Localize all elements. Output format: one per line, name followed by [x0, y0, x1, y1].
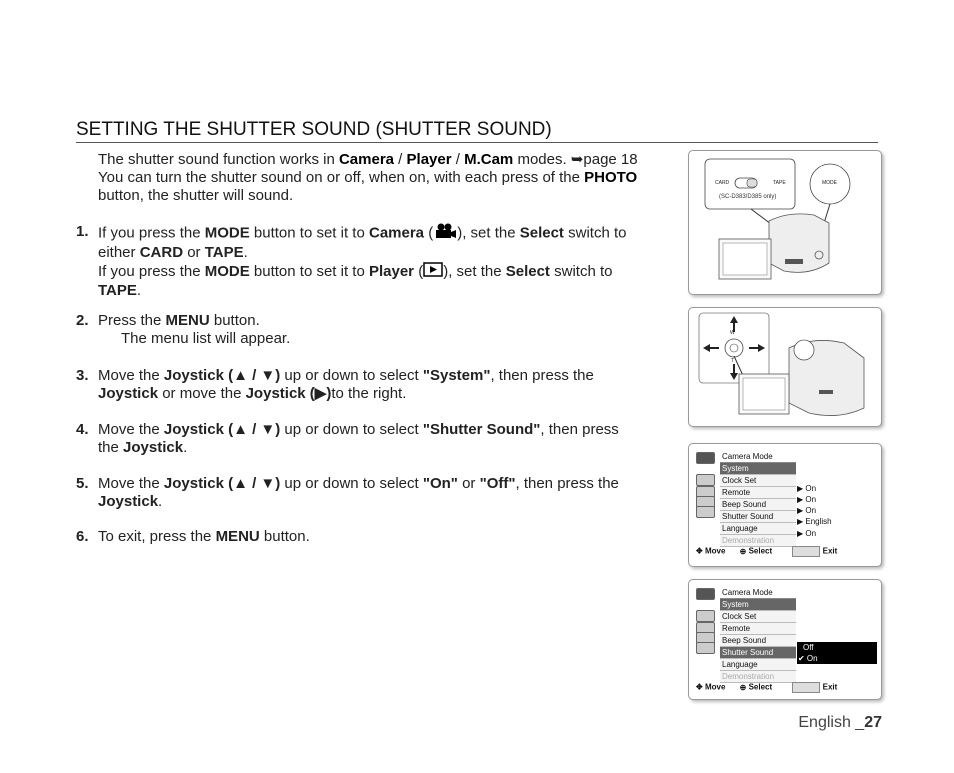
text: The menu list will appear. [121, 330, 291, 347]
move-icon: ✥ [696, 546, 705, 556]
option-off[interactable]: Off [797, 642, 877, 653]
settings-tab-icon [696, 506, 715, 518]
text: Move the [98, 367, 164, 384]
camera-tab-icon [696, 588, 715, 600]
off-label: "Off" [479, 475, 516, 492]
exit-label: Exit [822, 682, 838, 692]
menu-footer-1 [696, 546, 874, 557]
menu-item-remote[interactable]: Remote [720, 623, 796, 635]
text: ), set the [457, 224, 520, 242]
text: either [98, 244, 140, 261]
text: up or down to select [280, 421, 423, 438]
step-number: 4. [76, 421, 89, 438]
move-icon: ✥ [696, 682, 705, 692]
page-reference: ➥page 18 [570, 151, 638, 168]
page-num: 27 [864, 714, 882, 731]
player-mode-label: Player [406, 151, 452, 168]
text: button to set it to [249, 262, 369, 280]
text: , then press [540, 421, 619, 438]
menu-footer-2 [696, 682, 874, 693]
text: , then press the [515, 475, 619, 492]
player-mode-icon [423, 262, 443, 282]
system-label: "System" [422, 367, 491, 384]
joystick-label: Joystick (▲ / ▼) [163, 421, 281, 438]
intro-text: button, the shutter will sound. [98, 187, 294, 204]
camera-tab-icon [696, 452, 715, 464]
system-tab-icon [696, 610, 715, 622]
joystick-label: Joystick [98, 493, 159, 510]
step-number: 2. [76, 312, 89, 329]
slash: / [451, 151, 465, 168]
tape-switch-label: TAPE [773, 180, 786, 186]
select-label: Select [748, 682, 773, 692]
menu-item-shutter-sound[interactable]: Shutter Sound [720, 647, 796, 659]
language-value: ▶ English [797, 517, 832, 526]
menu-item-beep-sound[interactable]: Beep Sound [720, 635, 796, 647]
menu-list-1 [720, 451, 796, 547]
photo-button-label: PHOTO [584, 169, 638, 186]
menu-item-demonstration[interactable]: Demonstration [720, 535, 796, 547]
on-label: "On" [422, 475, 458, 492]
select-icon: ⊕ [739, 546, 749, 556]
text: up or down to select [280, 475, 423, 492]
text: Move the [98, 475, 164, 492]
menu-button-icon [792, 546, 820, 557]
exit-label: Exit [822, 546, 838, 556]
camcorder-switch-illustration [688, 150, 882, 295]
step-5-text [98, 475, 678, 511]
menu-item-language[interactable]: Language [720, 659, 796, 671]
step-4-text [98, 421, 678, 457]
menu-item-clock-set[interactable]: Clock Set [720, 475, 796, 487]
select-switch-label: Select [519, 224, 564, 242]
select-icon: ⊕ [739, 682, 749, 692]
intro-text: You can turn the shutter sound on or off, when on, with each press of the [98, 169, 585, 186]
zoom-w-label: W [730, 330, 735, 336]
text: switch to [549, 262, 613, 280]
text: up or down to select [280, 367, 423, 384]
menu-item-system[interactable]: System [720, 463, 796, 475]
text: or move the [158, 385, 246, 402]
settings-tab-icon [696, 642, 715, 654]
menu-item-system[interactable]: System [720, 599, 796, 611]
text: button. [259, 528, 310, 545]
menu-item-demonstration[interactable]: Demonstration [720, 671, 796, 683]
joystick-label: Joystick (▲ / ▼) [163, 367, 281, 384]
menu-item-shutter-sound[interactable]: Shutter Sound [720, 511, 796, 523]
text: button to set it to [249, 224, 369, 242]
option-on[interactable]: ✔ On [797, 653, 877, 664]
intro-paragraph [98, 151, 688, 205]
tape-label: TAPE [204, 244, 244, 261]
text: If you press the [98, 262, 205, 280]
joystick-label: Joystick [98, 385, 159, 402]
select-label: Select [748, 546, 773, 556]
text: To exit, press the [98, 528, 216, 545]
text: Move the [98, 421, 164, 438]
menu-item-clock-set[interactable]: Clock Set [720, 611, 796, 623]
zoom-t-label: T [731, 358, 735, 364]
step-number: 1. [76, 223, 89, 240]
text: the [98, 439, 124, 456]
text: If you press the [98, 224, 205, 242]
model-note: (SC-D383/D385 only) [719, 194, 777, 200]
text: , then press the [490, 367, 594, 384]
step-2-text [98, 312, 678, 348]
text: Press the [98, 312, 166, 329]
text: . [183, 439, 188, 456]
step-1-text [98, 223, 678, 300]
text: . [136, 282, 142, 299]
menu-button-label: MENU [215, 528, 260, 545]
mcam-mode-label: M.Cam [464, 151, 514, 168]
shutter-sound-value: ▶ On [797, 506, 817, 515]
menu-item-remote[interactable]: Remote [720, 487, 796, 499]
text: ( [424, 224, 434, 242]
menu-header: Camera Mode [720, 451, 796, 463]
camcorder-illustration [689, 151, 881, 294]
page-number [798, 714, 882, 732]
text: switch to [563, 224, 627, 242]
remote-value: ▶ On [797, 484, 817, 493]
beep-sound-value: ▶ On [797, 495, 817, 504]
camera-label: Camera [368, 224, 425, 242]
joystick-label: Joystick (▶) [245, 385, 332, 402]
text: ( [414, 262, 424, 280]
joystick-label: Joystick [123, 439, 184, 456]
camera-mode-label: Camera [338, 151, 395, 168]
tape-label: TAPE [98, 282, 137, 299]
demonstration-value: ▶ On [797, 529, 817, 538]
text: or [183, 244, 205, 261]
text: or [457, 475, 480, 492]
select-switch-label: Select [505, 262, 550, 280]
step-number: 3. [76, 367, 89, 384]
step-number: 6. [76, 528, 89, 545]
section-title: SETTING THE SHUTTER SOUND (SHUTTER SOUND) [76, 118, 878, 143]
player-label: Player [368, 262, 415, 280]
step-6-text [98, 528, 678, 546]
joystick-illustration [688, 307, 882, 427]
move-label: Move [704, 546, 726, 556]
step-3-text [98, 367, 678, 403]
intro-text: modes. [513, 151, 571, 168]
menu-list-2 [720, 587, 796, 683]
move-label: Move [704, 682, 726, 692]
shutter-sound-label: "Shutter Sound" [422, 421, 541, 438]
mode-button-label: MODE [822, 180, 837, 186]
mode-button-label: MODE [204, 224, 250, 242]
text: button. [209, 312, 260, 329]
text: . [243, 244, 248, 261]
menu-button-label: MENU [165, 312, 210, 329]
menu-button-icon [792, 682, 820, 693]
slash: / [394, 151, 407, 168]
card-label: CARD [139, 244, 184, 261]
text: to the right. [331, 385, 407, 402]
camera-mode-icon [433, 223, 457, 244]
menu-item-language[interactable]: Language [720, 523, 796, 535]
menu-item-beep-sound[interactable]: Beep Sound [720, 499, 796, 511]
mode-button-label: MODE [204, 262, 250, 280]
joystick-label: Joystick (▲ / ▼) [163, 475, 281, 492]
text: . [158, 493, 163, 510]
text: ), set the [443, 262, 506, 280]
menu-header: Camera Mode [720, 587, 796, 599]
step-number: 5. [76, 475, 89, 492]
joystick-camcorder-illustration [689, 308, 881, 426]
card-switch-label: CARD [715, 180, 730, 186]
system-tab-icon [696, 474, 715, 486]
page-language: English _ [798, 714, 865, 731]
intro-text: The shutter sound function works in [98, 151, 339, 168]
